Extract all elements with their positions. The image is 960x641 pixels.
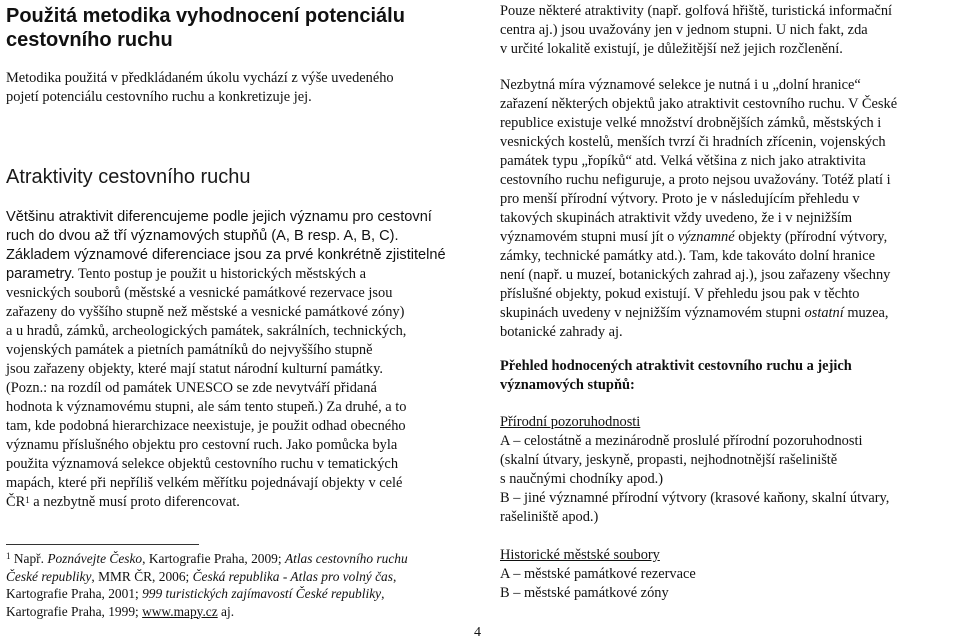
- text-line: cestovního ruchu nefiguruje, a proto nejsou uvažovány. Totéž platí i: [500, 172, 891, 188]
- text-line: zámky, technické památky atd.). Tam, kde takováto dolní hranice: [500, 248, 876, 264]
- text-line: s naučnými chodníky apod.): [500, 471, 664, 487]
- attractions-paragraph-body: [6, 265, 464, 512]
- text-fragment: , Kartografie Praha, 2009;: [142, 551, 285, 566]
- footnote-ref[interactable]: 1: [25, 495, 30, 505]
- attractions-heading: Atraktivity cestovního ruchu: [6, 166, 251, 188]
- text-fragment: Atlas cestovního ruchu: [284, 551, 408, 566]
- text-fragment: Tento postup je použit u historických městských a: [78, 266, 366, 282]
- text-fragment: Poznávejte Česko: [47, 551, 143, 566]
- text-line: takových skupinách atraktivit vždy uvedeno, že i v nejnižším: [500, 210, 853, 226]
- category-title: Přírodní pozoruhodnosti: [500, 414, 641, 430]
- text-line: není (např. u muzeí, botanických zahrad aj.), jsou zařazeny všechny: [500, 267, 891, 283]
- text-fragment: skupinách uvedeny v nejnižším významovém stupni: [500, 305, 805, 321]
- section-title: [6, 4, 405, 52]
- intro-paragraph: [6, 69, 464, 107]
- text-line: A – celostátně a mezinárodně proslulé přírodní pozoruhodnosti: [500, 433, 863, 449]
- text-line: a u hradů, zámků, archeologických památek, sakrálních, technických,: [6, 323, 407, 339]
- text-fragment: ČR: [6, 494, 26, 510]
- text-line: vesnických souborů (městské a vesnické památkové rezervace jsou: [6, 285, 393, 301]
- text-fragment: Např.: [10, 551, 48, 566]
- text-fragment: aj.: [217, 603, 235, 619]
- text-line: centra aj.) jsou uvažovány jen v jednom stupni. U nich fakt, zda: [500, 22, 868, 38]
- text-line: hodnota k významovému stupni, ale sám tento stupeň.) Za druhé, a to: [6, 399, 407, 415]
- text-fragment: Česká republika - Atlas pro volný čas: [192, 568, 393, 584]
- text-line: (Pozn.: na rozdíl od památek UNESCO se zde nevytváří přidaná: [6, 380, 377, 396]
- text-line: rašeliniště apod.): [500, 509, 599, 525]
- intro-line: Metodika použitá v předkládaném úkolu vychází z výše uvedeného: [6, 70, 394, 86]
- page-number: 4: [474, 625, 481, 640]
- text-fragment: parametry.: [6, 266, 75, 282]
- attractions-paragraph-sans: [6, 208, 464, 265]
- text-line: ruch do dvou až tří významových stupňů (A, B resp. A, B, C).: [6, 228, 399, 244]
- text-fragment: významovém stupni musí jít o: [500, 229, 678, 245]
- text-fragment: , MMR ČR, 2006;: [91, 568, 193, 584]
- category-historic-towns: [500, 546, 952, 603]
- text-fragment: ,: [381, 586, 385, 601]
- text-fragment: České republiky: [6, 568, 92, 584]
- text-line: použita významová selekce objektů cestovního ruchu v tematických: [6, 456, 399, 472]
- section-title-line-2: cestovního ruchu: [6, 29, 173, 51]
- category-title: Historické městské soubory: [500, 547, 660, 563]
- text-line: vesnických kostelů, menších tvrzí či hradních zřícenin, vojenských: [500, 134, 886, 150]
- section-title-line-1: Použitá metodika vyhodnocení potenciálu: [6, 5, 405, 27]
- footnote-rule: [6, 544, 199, 545]
- text-line: A – městské památkové rezervace: [500, 566, 696, 582]
- text-line: (skalní útvary, jeskyně, propasti, nejhodnotnější rašeliniště: [500, 452, 838, 468]
- right-paragraph-2: [500, 76, 952, 342]
- text-line: B – městské památkové zóny: [500, 585, 669, 601]
- text-fragment: významné: [677, 229, 735, 245]
- text-line: pro menší přírodní výtvory. Proto je v následujícím přehledu v: [500, 191, 860, 207]
- text-line: významových stupňů:: [500, 377, 635, 393]
- intro-line: pojetí potenciálu cestovního ruchu a konkretizuje jej.: [6, 89, 312, 105]
- text-fragment: a nezbytně musí proto diferencovat.: [29, 494, 240, 510]
- text-fragment: ostatní: [804, 305, 844, 321]
- text-line: mapách, které při nepříliš velkém měřítku pojednávají objekty v celé: [6, 475, 403, 491]
- text-fragment: muzea,: [843, 305, 889, 321]
- text-line: B – jiné významné přírodní výtvory (krasové kaňony, skalní útvary,: [500, 490, 890, 506]
- text-line: v určité lokalitě existují, je důležitější než jejich rozčlenění.: [500, 41, 843, 57]
- text-fragment: 999 turistických zajímavostí České republiky: [142, 586, 382, 601]
- text-line: jsou zařazeny objekty, které mají statut národní kulturní památky.: [6, 361, 383, 377]
- right-paragraph-1: [500, 2, 952, 59]
- text-line: zařazení některých objektů jako atraktivit cestovního ruchu. V České: [500, 96, 898, 112]
- footnote: [6, 550, 464, 620]
- text-line: významu příslušného objektu pro cestovní ruch. Jako pomůcka byla: [6, 437, 398, 453]
- text-line: zařazeny do vyššího stupně než městské a vesnické památkové zóny): [6, 304, 405, 320]
- text-fragment: objekty (přírodní výtvory,: [734, 229, 888, 245]
- text-line: republice existuje velké množství drobnějších zámků, městských i: [500, 115, 882, 131]
- overview-heading: [500, 357, 952, 395]
- text-line: památek typu „řopíků“ atd. Velká většina z nich jako atraktivita: [500, 153, 866, 169]
- text-line: botanické zahrady aj.: [500, 324, 623, 340]
- text-line: příslušné objekty, pokud existují. V přehledu jsou pak v těchto: [500, 286, 860, 302]
- text-fragment: ,: [392, 568, 397, 584]
- text-line: vojenských památek a pietních památníků do nejvyššího stupně: [6, 342, 373, 358]
- text-fragment: Kartografie Praha, 2001;: [6, 586, 143, 601]
- text-line: Přehled hodnocených atraktivit cestovního ruchu a jejich: [500, 358, 852, 374]
- footnote-link[interactable]: www.mapy.cz: [142, 603, 218, 619]
- category-natural: [500, 413, 952, 527]
- footnote-mark: 1: [6, 551, 11, 561]
- text-line: Základem významové diferenciace jsou za prvé konkrétně zjistitelné: [6, 247, 446, 263]
- text-line: Nezbytná míra významové selekce je nutná i u „dolní hranice“: [500, 77, 861, 93]
- text-line: tam, kde podobná hierarchizace neexistuje, je použit odhad obecného: [6, 418, 406, 434]
- text-fragment: Kartografie Praha, 1999;: [6, 603, 143, 619]
- text-line: Většinu atraktivit diferencujeme podle jejich významu pro cestovní: [6, 209, 432, 225]
- text-line: Pouze některé atraktivity (např. golfová hřiště, turistická informační: [500, 3, 893, 19]
